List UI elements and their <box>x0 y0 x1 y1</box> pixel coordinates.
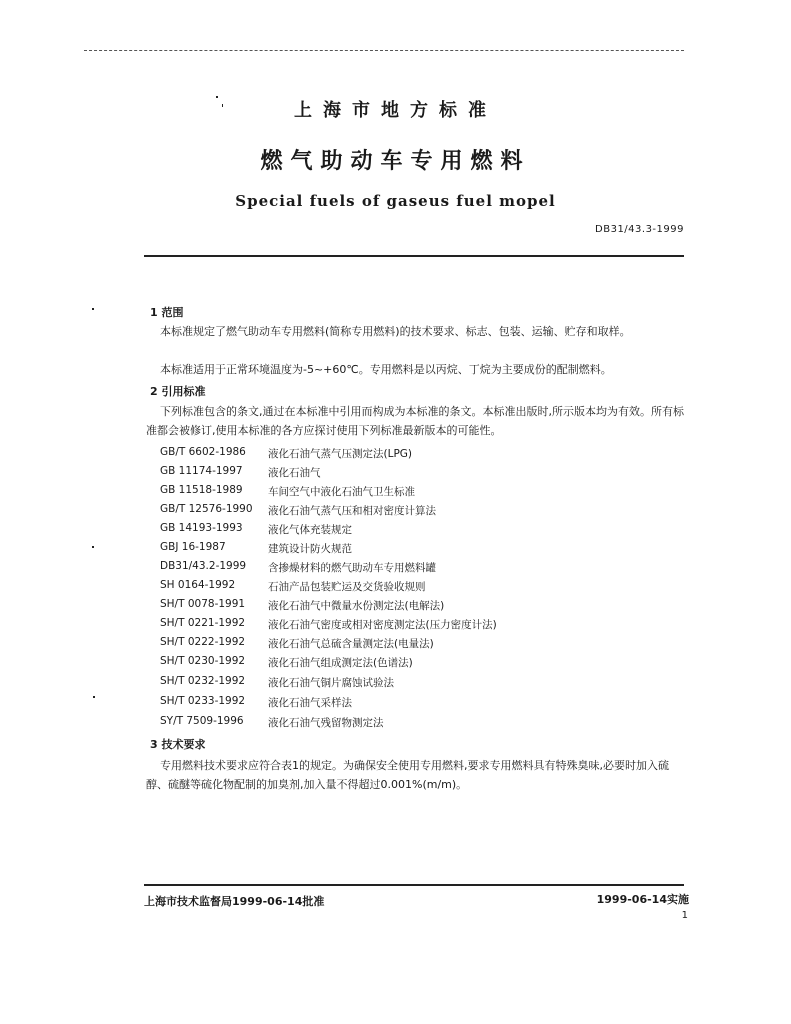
reference-code: GB 11518-1989 <box>160 484 243 496</box>
reference-title: 含掺燥材料的燃气助动车专用燃料罐 <box>268 562 436 574</box>
reference-title: 液化石油气蒸气压和相对密度计算法 <box>268 505 436 517</box>
reference-code: SH/T 0222-1992 <box>160 636 246 648</box>
section-scope-heading: 1 范围 <box>150 306 184 319</box>
implementation-date: 1999-06-14实施 <box>596 893 689 906</box>
standard-code: DB31/43.3-1999 <box>595 224 684 235</box>
reference-code: GBJ 16-1987 <box>160 541 226 553</box>
page-number: 1 <box>681 910 688 921</box>
scope-paragraph-2: 本标准适用于正常环境温度为-5~+60℃。专用燃料是以丙烷、丁烷为主要成份的配制燃料。 <box>160 363 612 376</box>
reference-title: 石油产品包装贮运及交货验收规则 <box>268 581 426 593</box>
technical-requirements-paragraph: 专用燃料技术要求应符合表1的规定。为确保安全使用专用燃料,要求专用燃料具有特殊臭味,必要时加入硫醇、硫醚等硫化物配制的加臭剂,加入量不得超过0.001%(m/m)。 <box>146 759 669 791</box>
top-dashed-rule <box>84 50 684 51</box>
document-title-chinese: 燃气助动车专用燃料 <box>260 149 531 174</box>
scan-speck <box>92 546 94 548</box>
reference-code: SH 0164-1992 <box>160 579 236 591</box>
reference-code: DB31/43.2-1999 <box>160 560 247 572</box>
document-title-english: Special fuels of gaseus fuel mopel <box>235 192 556 210</box>
reference-title: 液化石油气采样法 <box>268 697 352 709</box>
reference-title: 液化石油气中微量水份测定法(电解法) <box>268 600 445 612</box>
reference-title: 液化石油气密度或相对密度测定法(压力密度计法) <box>268 619 497 631</box>
reference-code: SY/T 7509-1996 <box>160 715 244 727</box>
header-rule <box>144 255 684 257</box>
section-technical-requirements-heading: 3 技术要求 <box>150 738 206 751</box>
reference-code: SH/T 0233-1992 <box>160 695 246 707</box>
reference-title: 液化石油气组成测定法(色谱法) <box>268 657 413 669</box>
reference-code: GB 11174-1997 <box>160 465 243 477</box>
scan-speck <box>222 104 223 107</box>
scan-speck <box>93 696 95 698</box>
reference-title: 液化石油气蒸气压测定法(LPG) <box>268 448 413 460</box>
reference-code: SH/T 0232-1992 <box>160 675 246 687</box>
reference-code: SH/T 0230-1992 <box>160 655 246 667</box>
reference-title: 液化气体充装规定 <box>268 524 352 536</box>
references-intro: 下列标准包含的条文,通过在本标准中引用而构成为本标准的条文。本标准出版时,所示版本均为有效。所有标准都会被修订,使用本标准的各方应探讨使用下列标准最新版本的可能性。 <box>146 405 684 437</box>
reference-code: GB/T 6602-1986 <box>160 446 246 458</box>
reference-title: 建筑设计防火规范 <box>268 543 352 555</box>
reference-title: 车间空气中液化石油气卫生标准 <box>268 486 415 498</box>
reference-code: SH/T 0221-1992 <box>160 617 246 629</box>
reference-code: GB/T 12576-1990 <box>160 503 253 515</box>
section-references-heading: 2 引用标准 <box>150 385 206 398</box>
scope-paragraph-1: 本标准规定了燃气助动车专用燃料(简称专用燃料)的技术要求、标志、包装、运输、贮存和取样。 <box>160 325 631 338</box>
reference-title: 液化石油气总硫含量测定法(电量法) <box>268 638 434 650</box>
reference-title: 液化石油气铜片腐蚀试验法 <box>268 677 394 689</box>
footer-rule <box>144 884 684 886</box>
standard-category: 上海市地方标准 <box>294 100 497 121</box>
reference-title: 液化石油气残留物测定法 <box>268 717 384 729</box>
scan-speck <box>216 96 218 98</box>
reference-code: GB 14193-1993 <box>160 522 243 534</box>
reference-code: SH/T 0078-1991 <box>160 598 246 610</box>
reference-title: 液化石油气 <box>268 467 321 479</box>
issue-approval: 上海市技术监督局1999-06-14批准 <box>144 895 325 908</box>
scan-speck <box>92 308 94 310</box>
